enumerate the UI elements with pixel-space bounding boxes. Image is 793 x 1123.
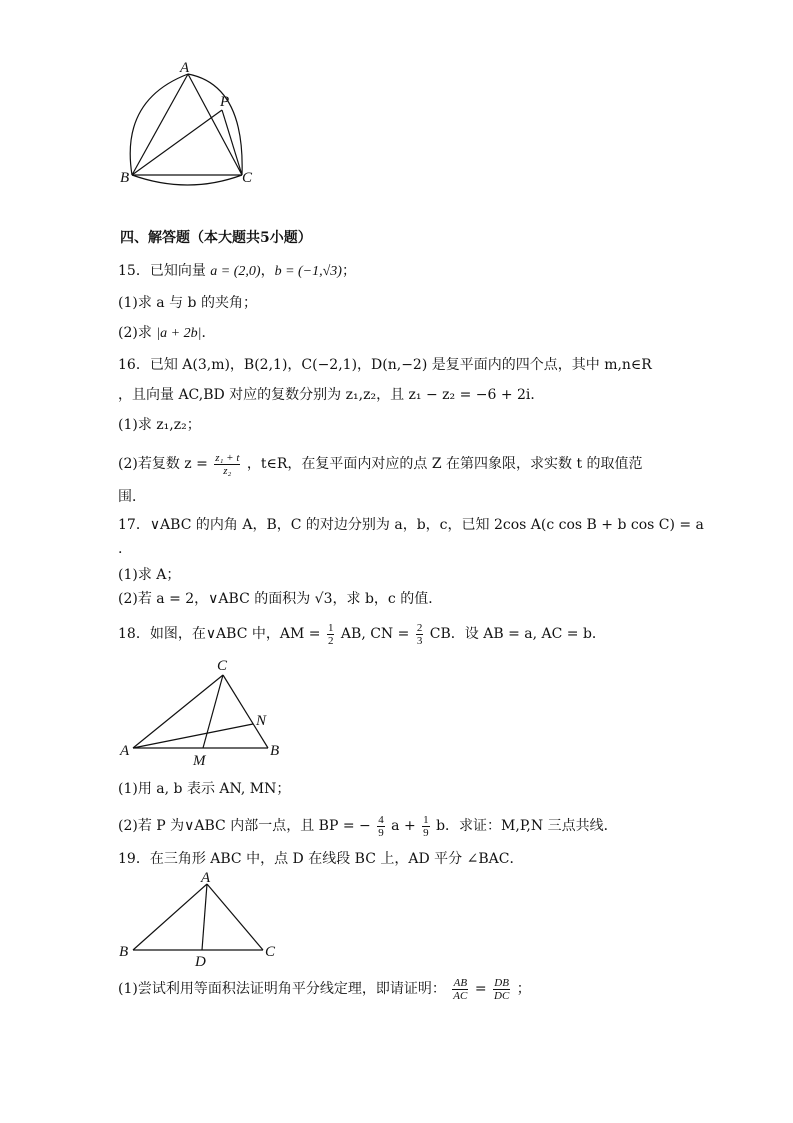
side-ac <box>207 884 263 950</box>
q18-part2-frac2-den: 9 <box>423 826 429 839</box>
q18-part1: (1)用 a, b 表示 AN, MN； <box>118 781 291 797</box>
q17-part2: (2)若 a = 2，∨ABC 的面积为 √3，求 b，c 的值． <box>118 591 443 607</box>
label-b: B <box>119 944 129 960</box>
q18-part2-a: (2)若 P 为∨ABC 内部一点，且 BP = − <box>118 818 371 834</box>
q18-frac1 <box>327 622 335 647</box>
segment-ad <box>202 884 207 950</box>
q18-part2 <box>118 812 618 840</box>
q16-part2-cont: 围． <box>118 489 146 505</box>
q15-end: ； <box>341 263 356 279</box>
q19-frac2-num: DB <box>494 976 509 989</box>
q18-frac1-num: 1 <box>327 621 334 634</box>
q18-stem <box>118 620 606 648</box>
q18-part2-b: a + <box>391 818 416 834</box>
q15-vector-a: a = (2,0) <box>210 264 261 279</box>
q16-part1: (1)求 z₁,z₂； <box>118 417 201 433</box>
q18-stem-c: CB．设 AB = a, AC = b． <box>429 626 606 642</box>
q18-part2-frac2-num: 1 <box>423 813 429 826</box>
q19-frac2 <box>493 977 510 1002</box>
label-d: D <box>195 954 206 970</box>
segment-bp <box>132 110 222 175</box>
label-a: A <box>120 743 130 759</box>
q17-line1b: . <box>118 541 123 557</box>
side-ac <box>133 675 223 748</box>
q16-frac-num: z₁ + t <box>215 451 240 464</box>
q18-frac2 <box>416 622 424 647</box>
label-b: B <box>120 170 130 186</box>
q15-part2-end: ． <box>201 325 216 341</box>
q15-stem-line <box>118 264 356 279</box>
q19-stem: 19．在三角形 ABC 中，点 D 在线段 BC 上，AD 平分 ∠BAC． <box>118 851 524 867</box>
section-title: 四、解答题（本大题共5小题） <box>120 230 312 246</box>
segment-cm <box>203 675 223 748</box>
q19-part1-a: (1)尝试利用等面积法证明角平分线定理，即请证明： <box>118 981 446 997</box>
q16-part2-a: (2)若复数 z = <box>118 456 208 472</box>
q18-stem-a: 18．如图，在∨ABC 中，AM = <box>118 626 321 642</box>
q15-part2 <box>118 326 215 341</box>
q16-frac-den: z₂ <box>214 464 240 477</box>
q19-frac2-den: DC <box>494 989 510 1002</box>
q19-eq: = <box>474 981 487 997</box>
label-p: P <box>220 94 230 110</box>
q15-stem: 15．已知向量 <box>118 263 206 279</box>
segment-an <box>133 724 253 748</box>
q16-part2 <box>118 450 643 478</box>
q16-part2-b: ，t∈R，在复平面内对应的点 Z 在第四象限，求实数 t 的取值范 <box>246 456 643 472</box>
q15-vector-b: b = (−1,√3) <box>274 264 342 279</box>
q15-part2-expr: |a + 2b| <box>156 326 202 341</box>
q18-part2-c: b．求证：M,P,N 三点共线． <box>436 818 618 834</box>
q17-line1: 17．∨ABC 的内角 A，B，C 的对边分别为 a，b，c，已知 2cos A(c cos B + b cos C) = a <box>118 517 704 533</box>
q18-frac2-den: 3 <box>416 634 423 647</box>
figure-reuleaux-triangle <box>110 60 270 190</box>
q19-frac1-num: AB <box>453 976 468 989</box>
q17-part1: (1)求 A； <box>118 567 181 583</box>
q18-part2-frac1-den: 9 <box>378 826 384 839</box>
label-a: A <box>180 60 190 76</box>
q18-part2-frac1 <box>377 814 385 839</box>
q18-part2-frac1-num: 4 <box>378 813 384 826</box>
side-bc <box>223 675 268 748</box>
label-n: N <box>256 713 267 729</box>
label-c: C <box>217 658 228 674</box>
q19-part1-end: ； <box>516 981 531 997</box>
q15-part1: (1)求 a 与 b 的夹角； <box>118 295 257 311</box>
label-b: B <box>270 743 280 759</box>
q19-part1 <box>118 974 531 1004</box>
figure-q18-triangle <box>115 655 295 770</box>
q19-frac1-den: AC <box>453 989 468 1002</box>
q16-line2: ，且向量 AC,BD 对应的复数分别为 z₁,z₂，且 z₁ − z₂ = −6 + 2i． <box>118 387 545 403</box>
label-m: M <box>193 753 206 769</box>
label-c: C <box>242 170 253 186</box>
q16-line1: 16．已知 A(3,m)，B(2,1)，C(−2,1)，D(n,−2) 是复平面内的四个点，其中 m,n∈R <box>118 357 652 373</box>
side-ab <box>133 884 207 950</box>
q16-fraction <box>214 452 240 477</box>
side-ac <box>188 74 242 175</box>
arc-bc <box>132 175 242 185</box>
q18-part2-frac2 <box>422 814 430 839</box>
q15-part2-label: (2)求 <box>118 325 152 341</box>
q18-frac1-den: 2 <box>327 634 334 647</box>
label-a: A <box>201 870 211 886</box>
figure-q19-triangle <box>115 870 285 970</box>
q18-frac2-num: 2 <box>416 621 423 634</box>
q19-frac1 <box>452 977 468 1002</box>
label-c: C <box>265 944 276 960</box>
q18-stem-b: AB, CN = <box>340 626 410 642</box>
q15-comma: ， <box>260 263 275 279</box>
